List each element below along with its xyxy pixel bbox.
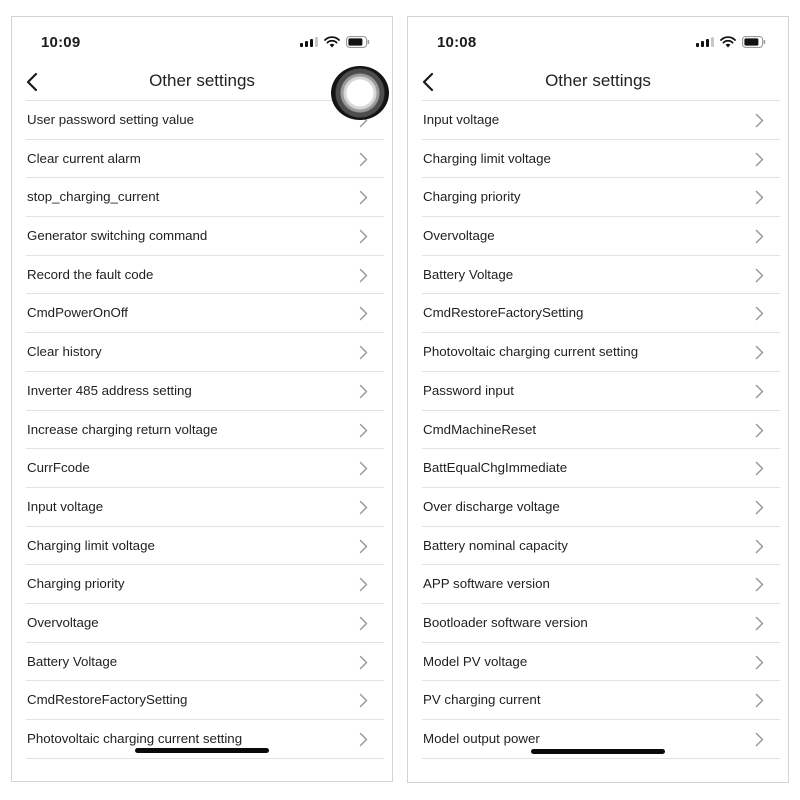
list-item[interactable] (26, 681, 384, 720)
chevron-right-icon (359, 577, 368, 592)
list-item[interactable] (26, 449, 384, 488)
page-title: Other settings (149, 71, 255, 90)
list-item-label: Bootloader software version (423, 614, 588, 630)
list-item-label: BattEqualChgImmediate (423, 460, 568, 476)
list-item[interactable] (422, 527, 780, 566)
list-item[interactable] (422, 604, 780, 643)
list-item[interactable] (422, 565, 780, 604)
list-item[interactable] (26, 488, 384, 527)
battery-icon (346, 36, 370, 48)
list-item[interactable] (422, 217, 780, 256)
list-item-label: Battery Voltage (27, 653, 118, 669)
chevron-right-icon (359, 461, 368, 476)
list-item[interactable] (26, 411, 384, 450)
page-title: Other settings (545, 71, 651, 90)
phone-screen-right (407, 16, 789, 783)
status-bar (408, 17, 788, 67)
list-item[interactable] (422, 256, 780, 295)
list-item[interactable] (26, 101, 384, 140)
status-icons (300, 36, 370, 48)
chevron-right-icon (359, 306, 368, 321)
list-item[interactable] (26, 178, 384, 217)
chevron-right-icon (359, 152, 368, 167)
list-item-label: Password input (423, 382, 514, 398)
chevron-right-icon (359, 423, 368, 438)
chevron-right-icon (755, 577, 764, 592)
list-item-label: Clear history (27, 344, 102, 360)
list-item-label: CmdRestoreFactorySetting (27, 692, 188, 708)
chevron-right-icon (755, 268, 764, 283)
chevron-right-icon (755, 500, 764, 515)
list-item-label: User password setting value (27, 112, 195, 127)
list-item[interactable] (26, 604, 384, 643)
wifi-icon (720, 36, 736, 48)
list-item[interactable] (422, 101, 780, 140)
list-item-label: Charging priority (27, 576, 125, 592)
list-item[interactable] (422, 294, 780, 333)
chevron-right-icon (755, 345, 764, 360)
list-item[interactable] (26, 565, 384, 604)
list-item[interactable] (26, 527, 384, 566)
list-item-label: CurrFcode (27, 460, 90, 476)
list-item[interactable] (422, 140, 780, 179)
list-item-label: Model PV voltage (423, 653, 528, 669)
list-item-label: Battery nominal capacity (423, 537, 568, 553)
assistive-touch-button[interactable] (331, 66, 389, 120)
chevron-right-icon (359, 268, 368, 283)
chevron-right-icon (755, 539, 764, 554)
list-item-label: Over discharge voltage (423, 498, 560, 514)
status-time: 10:09 (41, 34, 81, 51)
list-item-label: Overvoltage (423, 228, 495, 244)
phone-screen-left (11, 16, 393, 782)
status-time: 10:08 (437, 34, 477, 51)
list-item[interactable] (422, 488, 780, 527)
chevron-right-icon (359, 539, 368, 554)
home-indicator[interactable] (135, 748, 269, 753)
list-item-label: Inverter 485 address setting (27, 382, 192, 398)
list-item-label: Record the fault code (27, 266, 154, 282)
chevron-right-icon (755, 693, 764, 708)
list-item[interactable] (26, 256, 384, 295)
chevron-right-icon (755, 306, 764, 321)
list-item-label: stop_charging_current (27, 189, 160, 205)
chevron-right-icon (755, 229, 764, 244)
chevron-right-icon (755, 732, 764, 747)
list-item-label: Model output power (423, 731, 540, 746)
list-item-label: CmdRestoreFactorySetting (423, 305, 584, 321)
chevron-right-icon (359, 655, 368, 670)
signal-icon (696, 37, 714, 47)
settings-list (422, 100, 780, 759)
list-item-label: CmdMachineReset (423, 421, 537, 437)
list-item-label: Photovoltaic charging current setting (423, 344, 639, 360)
nav-bar (408, 67, 788, 99)
list-item-label: Charging limit voltage (27, 537, 155, 553)
signal-icon (300, 37, 318, 47)
status-icons (696, 36, 766, 48)
list-item[interactable] (26, 372, 384, 411)
chevron-right-icon (755, 461, 764, 476)
battery-icon (742, 36, 766, 48)
list-item[interactable] (422, 449, 780, 488)
list-item[interactable] (26, 333, 384, 372)
list-item[interactable] (26, 217, 384, 256)
list-item[interactable] (26, 140, 384, 179)
chevron-right-icon (359, 616, 368, 631)
list-item[interactable] (422, 411, 780, 450)
chevron-right-icon (359, 693, 368, 708)
list-item-label: Charging priority (423, 189, 521, 205)
chevron-right-icon (755, 655, 764, 670)
list-item-label: Battery Voltage (423, 266, 514, 282)
list-item[interactable] (422, 333, 780, 372)
chevron-right-icon (755, 423, 764, 438)
chevron-right-icon (755, 616, 764, 631)
chevron-right-icon (359, 345, 368, 360)
chevron-right-icon (359, 500, 368, 515)
wifi-icon (324, 36, 340, 48)
list-item-label: Charging limit voltage (423, 150, 551, 166)
chevron-right-icon (755, 152, 764, 167)
list-item-label: CmdPowerOnOff (27, 305, 128, 321)
list-item-label: Photovoltaic charging current setting (27, 731, 243, 746)
chevron-right-icon (359, 190, 368, 205)
list-item-label: Input voltage (423, 112, 500, 127)
list-item-label: Input voltage (27, 498, 104, 514)
list-item-label: PV charging current (423, 692, 541, 708)
chevron-right-icon (359, 732, 368, 747)
chevron-right-icon (359, 384, 368, 399)
list-item[interactable] (422, 178, 780, 217)
list-item-label: Increase charging return voltage (27, 421, 218, 437)
home-indicator[interactable] (531, 749, 665, 754)
chevron-right-icon (755, 190, 764, 205)
chevron-right-icon (755, 113, 764, 128)
list-item[interactable] (422, 372, 780, 411)
list-item[interactable] (26, 643, 384, 682)
list-item-label: Generator switching command (27, 228, 208, 244)
status-bar (12, 17, 392, 67)
list-item-label: Clear current alarm (27, 150, 141, 166)
chevron-right-icon (359, 229, 368, 244)
list-item-label: Overvoltage (27, 614, 99, 630)
list-item-label: APP software version (423, 576, 550, 592)
settings-list (26, 100, 384, 759)
list-item[interactable] (26, 294, 384, 333)
list-item[interactable] (422, 643, 780, 682)
list-item[interactable] (422, 681, 780, 720)
chevron-right-icon (755, 384, 764, 399)
